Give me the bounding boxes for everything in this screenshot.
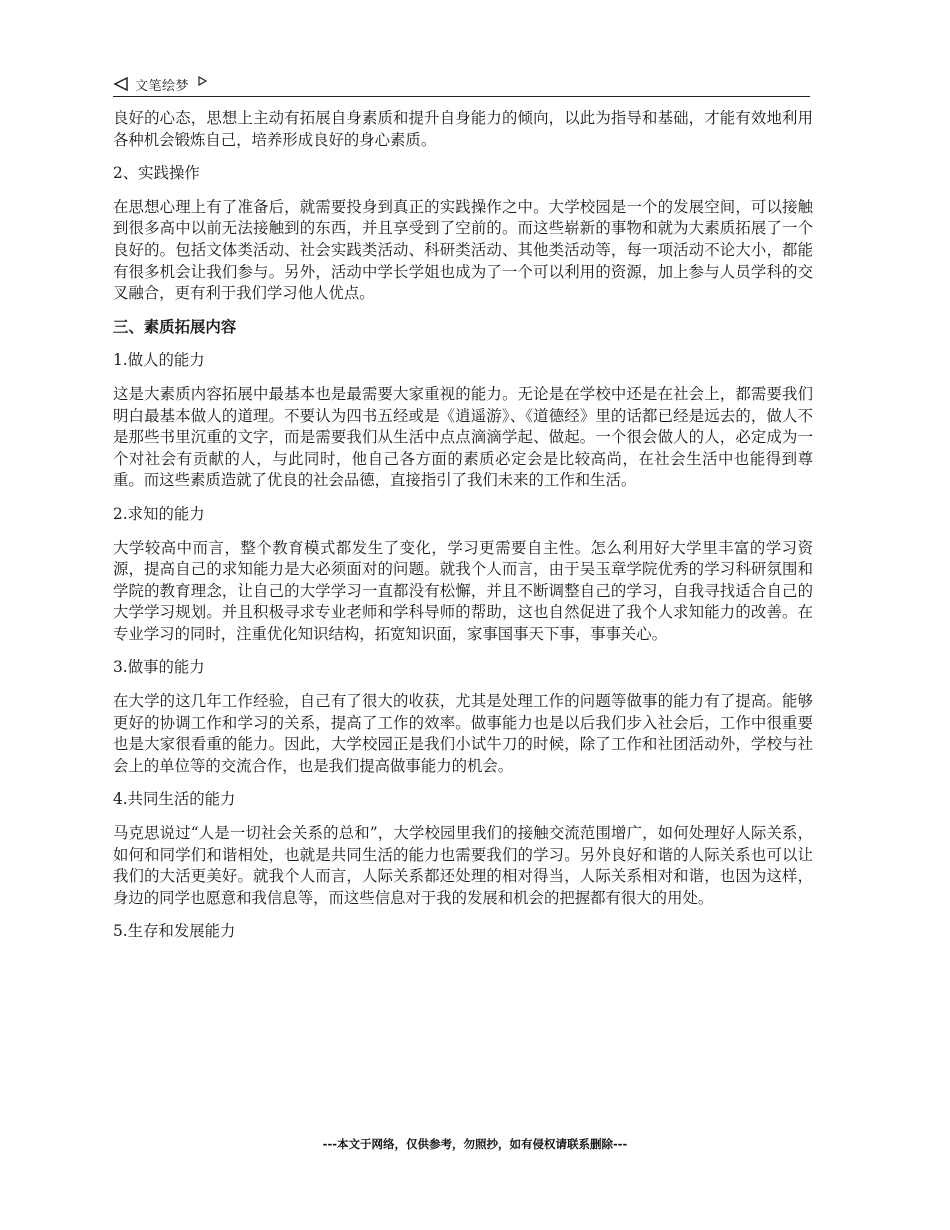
paragraph: 良好的心态，思想上主动有拓展自身素质和提升自身能力的倾向，以此为指导和基础，才能有效地利用各种机会锻炼自己，培养形成良好的身心素质。 — [113, 109, 813, 149]
paragraph: 这是大素质内容拓展中最基本也是最需要大家重视的能力。无论是在学校中还是在社会上，都需要我们明白最基本做人的道理。不要认为四书五经或是《逍遥游》、《道德经》里的话都已经是远去的，做人不是那些书里沉重的文字，而是需要我们从生活中点点滴滴学起、做起。一个很会做人的人，必定成为一个对社会有贡献的人，与此同时，他自己各方面的素质必定会是比较高尚，在社会生活中也能得到尊重。而这些素质造就了优良的社会品德，直接指引了我们未来的工作和生活。 — [113, 384, 813, 490]
paragraph: 在大学的这几年工作经验，自己有了很大的收获，尤其是处理工作的问题等做事的能力有了提高。能够更好的协调工作和学习的关系，提高了工作的效率。做事能力也是以后我们步入社会后，工作中很重要也是大家很看重的能力。因此，大学校园正是我们小试牛刀的时候，除了工作和社团活动外，学校与社会上的单位等的交流合作，也是我们提高做事能力的机会。 — [113, 692, 813, 775]
section-heading: 三、素质拓展内容 — [113, 317, 237, 336]
paragraph: 马克思说过“人是一切社会关系的总和”，大学校园里我们的接触交流范围增广，如何处理好人际关系，如何和同学们和谐相处，也就是共同生活的能力也需要我们的学习。另外良好和谐的人际关系也可以让我们的大活更美好。就我个人而言，人际关系都还处理的相对得当，人际关系相对和谐，也因为这样，身边的同学也愿意和我信息等，而这些信息对于我的发展和机会的把握都有很大的用处。 — [113, 824, 813, 907]
triangle-left-outline-icon — [113, 76, 129, 92]
paragraph: 大学较高中而言，整个教育模式都发生了变化，学习更需要自主性。怎么利用好大学里丰富的学习资源，提高自己的求知能力是大必须面对的问题。就我个人而言，由于吴玉章学院优秀的学习科研氛围和学院的教育理念，让自己的大学学习一直都没有松懈，并且不断调整自己的学习，自我寻找适合自己的大学学习规划。并且积极寻求专业老师和学科导师的帮助，这也自然促进了我个人求知能力的改善。在专业学习的同时，注重优化知识结构，拓宽知识面，家事国事天下事，事事关心。 — [113, 538, 813, 643]
page-footer: ---本文于网络，仅供参考，勿照抄，如有侵权请联系删除--- — [322, 1137, 628, 1151]
document-body — [113, 108, 813, 955]
section-heading: 4.共同生活的能力 — [113, 790, 236, 809]
section-heading: 2、实践操作 — [113, 164, 200, 183]
triangle-right-small-icon — [197, 76, 207, 86]
section-heading: 3.做事的能力 — [113, 658, 205, 677]
paragraph: 在思想心理上有了准备后，就需要投身到真正的实践操作之中。大学校园是一个的发展空间，可以接触到很多高中以前无法接触到的东西，并且享受到了空前的。而这些崭新的事物和就为大素质拓展了一个良好的。包括文体类活动、社会实践类活动、科研类活动、其他类活动等，每一项活动不论大小，都能有很多机会让我们参与。另外，活动中学长学姐也成为了一个可以利用的资源，加上参与人员学科的交叉融合，更有利于我们学习他人优点。 — [113, 197, 813, 303]
section-heading: 1.做人的能力 — [113, 351, 205, 370]
page-header — [113, 72, 810, 97]
section-heading: 2.求知的能力 — [113, 504, 205, 523]
section-heading: 5.生存和发展能力 — [113, 922, 236, 941]
header-brand: 文笔绘梦 — [135, 78, 190, 94]
